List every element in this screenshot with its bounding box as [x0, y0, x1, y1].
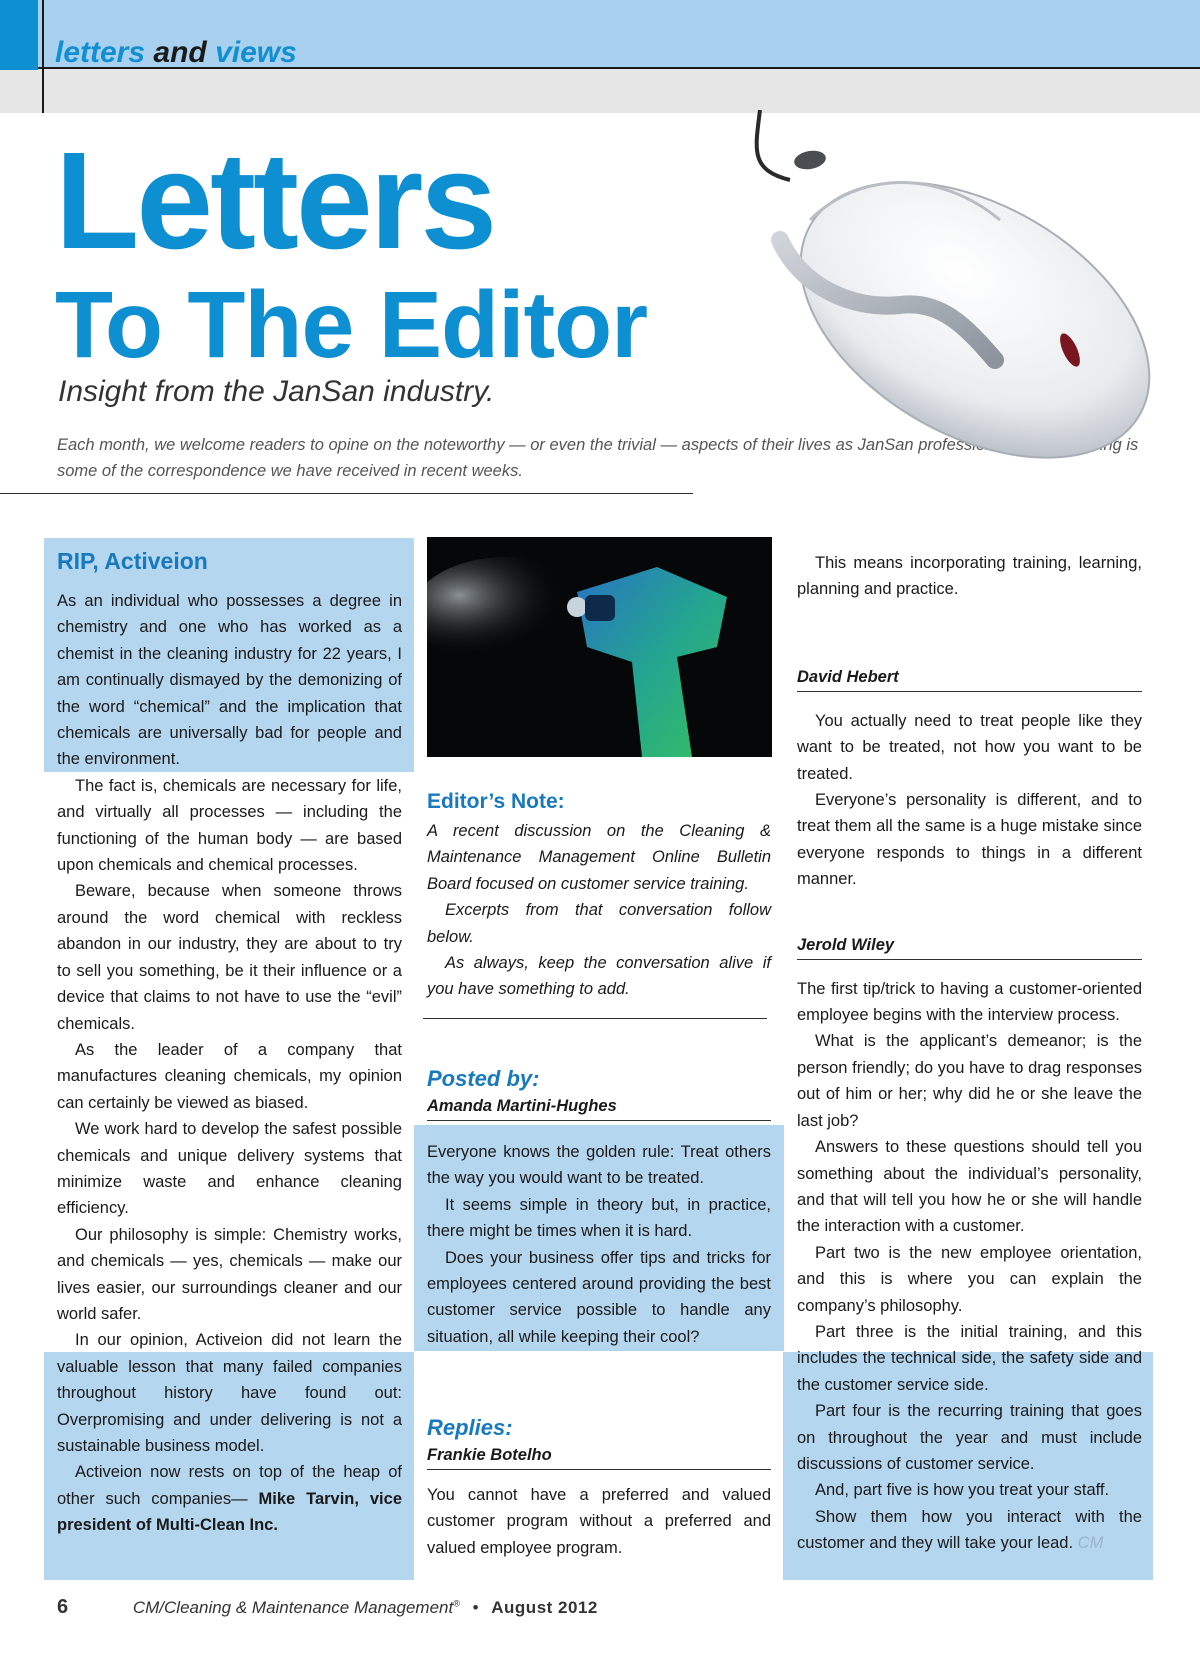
discussion-column [427, 788, 771, 1003]
letter-column [57, 588, 402, 1539]
letter-heading: RIP, Activeion [57, 548, 208, 574]
replies-column [797, 550, 1142, 1557]
header-vertical-rule [42, 0, 44, 113]
reply-author-name: Frankie Botelho [427, 1446, 552, 1464]
reply-paragraph: Part three is the initial training, and this includes the technical side, the safety side and the customer service side. [797, 1322, 1142, 1394]
reply-closing-text: Show them how you interact with the customer and they will take your lead. [797, 1507, 1142, 1553]
reply-paragraph: This means incorporating training, learning, planning and practice. [797, 554, 1142, 599]
spray-nozzle-image [427, 537, 772, 757]
reply-paragraph: You actually need to treat people like they want to be treated, not how you want to be treated. [797, 711, 1142, 783]
computer-mouse-image [740, 110, 1160, 460]
replies-label: Replies: [427, 1415, 513, 1440]
editors-note-paragraph: Excerpts from that conversation follow below. [427, 901, 771, 946]
reply-paragraph: Part two is the new employee orientation, and this is where you can explain the company’s philosophy. [797, 1243, 1142, 1315]
page-title-line1: Letters [55, 124, 495, 278]
issue-date: August 2012 [491, 1598, 598, 1617]
reply-author-rule [427, 1469, 771, 1470]
reply-paragraph: Part four is the recurring training that goes on throughout the year and must include discussions of customer service. [797, 1402, 1142, 1473]
page-number: 6 [57, 1596, 69, 1618]
intro-text: Each month, we welcome readers to opine on the noteworthy — or even the trivial — aspects of their lives as JanSan professionals. The following is some of the correspondence we have received in recent weeks. [57, 436, 1139, 480]
letter-paragraph: The fact is, chemicals are necessary for life, and virtually all processes — including the functioning of the human body — are based upon chemicals and chemical processes. [57, 776, 402, 875]
footer-bullet: • [472, 1598, 479, 1617]
posted-block [427, 1064, 771, 1121]
section-label [55, 36, 297, 70]
post-paragraph: It seems simple in theory but, in practice, there might be times when it is hard. [427, 1195, 771, 1241]
post-paragraph: Everyone knows the golden rule: Treat others the way you would want to be treated. [427, 1143, 771, 1188]
poster-name: Amanda Martini-Hughes [427, 1097, 617, 1115]
registered-mark: ® [453, 1598, 460, 1609]
reply-paragraph: And, part five is how you treat your staff. [815, 1481, 1110, 1500]
section-word-and: and [153, 36, 207, 69]
page-subtitle: Insight from the JanSan industry. [58, 375, 495, 408]
replies-block [427, 1413, 771, 1561]
page-footer [57, 1596, 598, 1619]
reply-closing-paragraph [797, 1504, 1142, 1557]
post-body [427, 1139, 771, 1350]
section-word-views: views [215, 36, 297, 69]
intro-divider [0, 493, 693, 494]
reply-paragraph: Answers to these questions should tell you something about the individual’s personality, and that will tell you how he or she will handle the interaction with a customer. [797, 1138, 1142, 1236]
poster-name-rule [427, 1120, 771, 1121]
reply-paragraph: The first tip/trick to having a customer-oriented employee begins with the interview process. [797, 979, 1142, 1025]
letter-signature: Mike Tarvin, vice president of Multi-Clean Inc. [57, 1489, 402, 1535]
editors-note-heading: Editor’s Note: [427, 790, 565, 813]
reply-paragraph: Everyone’s personality is different, and to treat them all the same is a huge mistake since everyone responds to things in a different manner. [797, 791, 1142, 889]
editors-note-paragraph: A recent discussion on the Cleaning & Maintenance Management Online Bulletin Board focused on customer service training. [427, 822, 771, 893]
reply-author-name: David Hebert [797, 667, 899, 686]
reply-author-rule [797, 959, 1142, 960]
letter-paragraph: In our opinion, Activeion did not learn the valuable lesson that many failed companies throughout history have found out: Overpromising and under delivering is not a sustainable business model. [57, 1331, 402, 1455]
edge-tab-marker [0, 0, 38, 70]
letter-closing-paragraph [57, 1459, 402, 1538]
header-gray-band [0, 68, 1200, 113]
reply-paragraph: What is the applicant’s demeanor; is the person friendly; do you have to drag responses out of him or her; why did he or she leave the last job? [797, 1032, 1142, 1130]
posted-by-label: Posted by: [427, 1066, 540, 1091]
letter-paragraph: As the leader of a company that manufactures cleaning chemicals, my opinion can certainly be viewed as biased. [57, 1040, 402, 1112]
section-word-letters: letters [55, 36, 146, 69]
letter-paragraph: Beware, because when someone throws around the word chemical with reckless abandon in our industry, they are about to try to sell you something, be it their influence or a device that claims to not have to use the “evil” chemicals. [57, 882, 402, 1033]
post-paragraph: Does your business offer tips and tricks for employees centered around providing the best customer service possible to handle any situation, all while keeping their cool? [427, 1248, 771, 1346]
end-mark: CM [1077, 1534, 1104, 1553]
editors-note-divider [423, 1018, 767, 1019]
editors-note-paragraph: As always, keep the conversation alive if you have something to add. [427, 954, 771, 999]
publication-name: CM/Cleaning & Maintenance Management [132, 1598, 454, 1617]
letter-paragraph: Our philosophy is simple: Chemistry works, and chemicals — yes, chemicals — make our lives easier, our surroundings cleaner and our world safer. [57, 1225, 402, 1323]
reply-author-rule [797, 691, 1142, 692]
letter-paragraph: We work hard to develop the safest possible chemicals and unique delivery systems that minimize waste and enhance cleaning efficiency. [57, 1120, 402, 1218]
letter-closing-text: Activeion now rests on top of the heap of other such companies— [57, 1463, 402, 1508]
spray-nozzle-photo [427, 537, 772, 757]
reply-author-name: Jerold Wiley [797, 935, 895, 954]
editors-note-body [427, 818, 771, 1003]
page-title-line2: To The Editor [55, 272, 648, 378]
reply-paragraph: You cannot have a preferred and valued customer program without a preferred and valued employee program. [427, 1486, 771, 1557]
letter-paragraph: As an individual who possesses a degree in chemistry and one who has worked as a chemist in the cleaning industry for 22 years, I am continually dismayed by the demonizing of the word “chemical” and the implication that chemicals are universally bad for people and the environment. [57, 592, 402, 769]
